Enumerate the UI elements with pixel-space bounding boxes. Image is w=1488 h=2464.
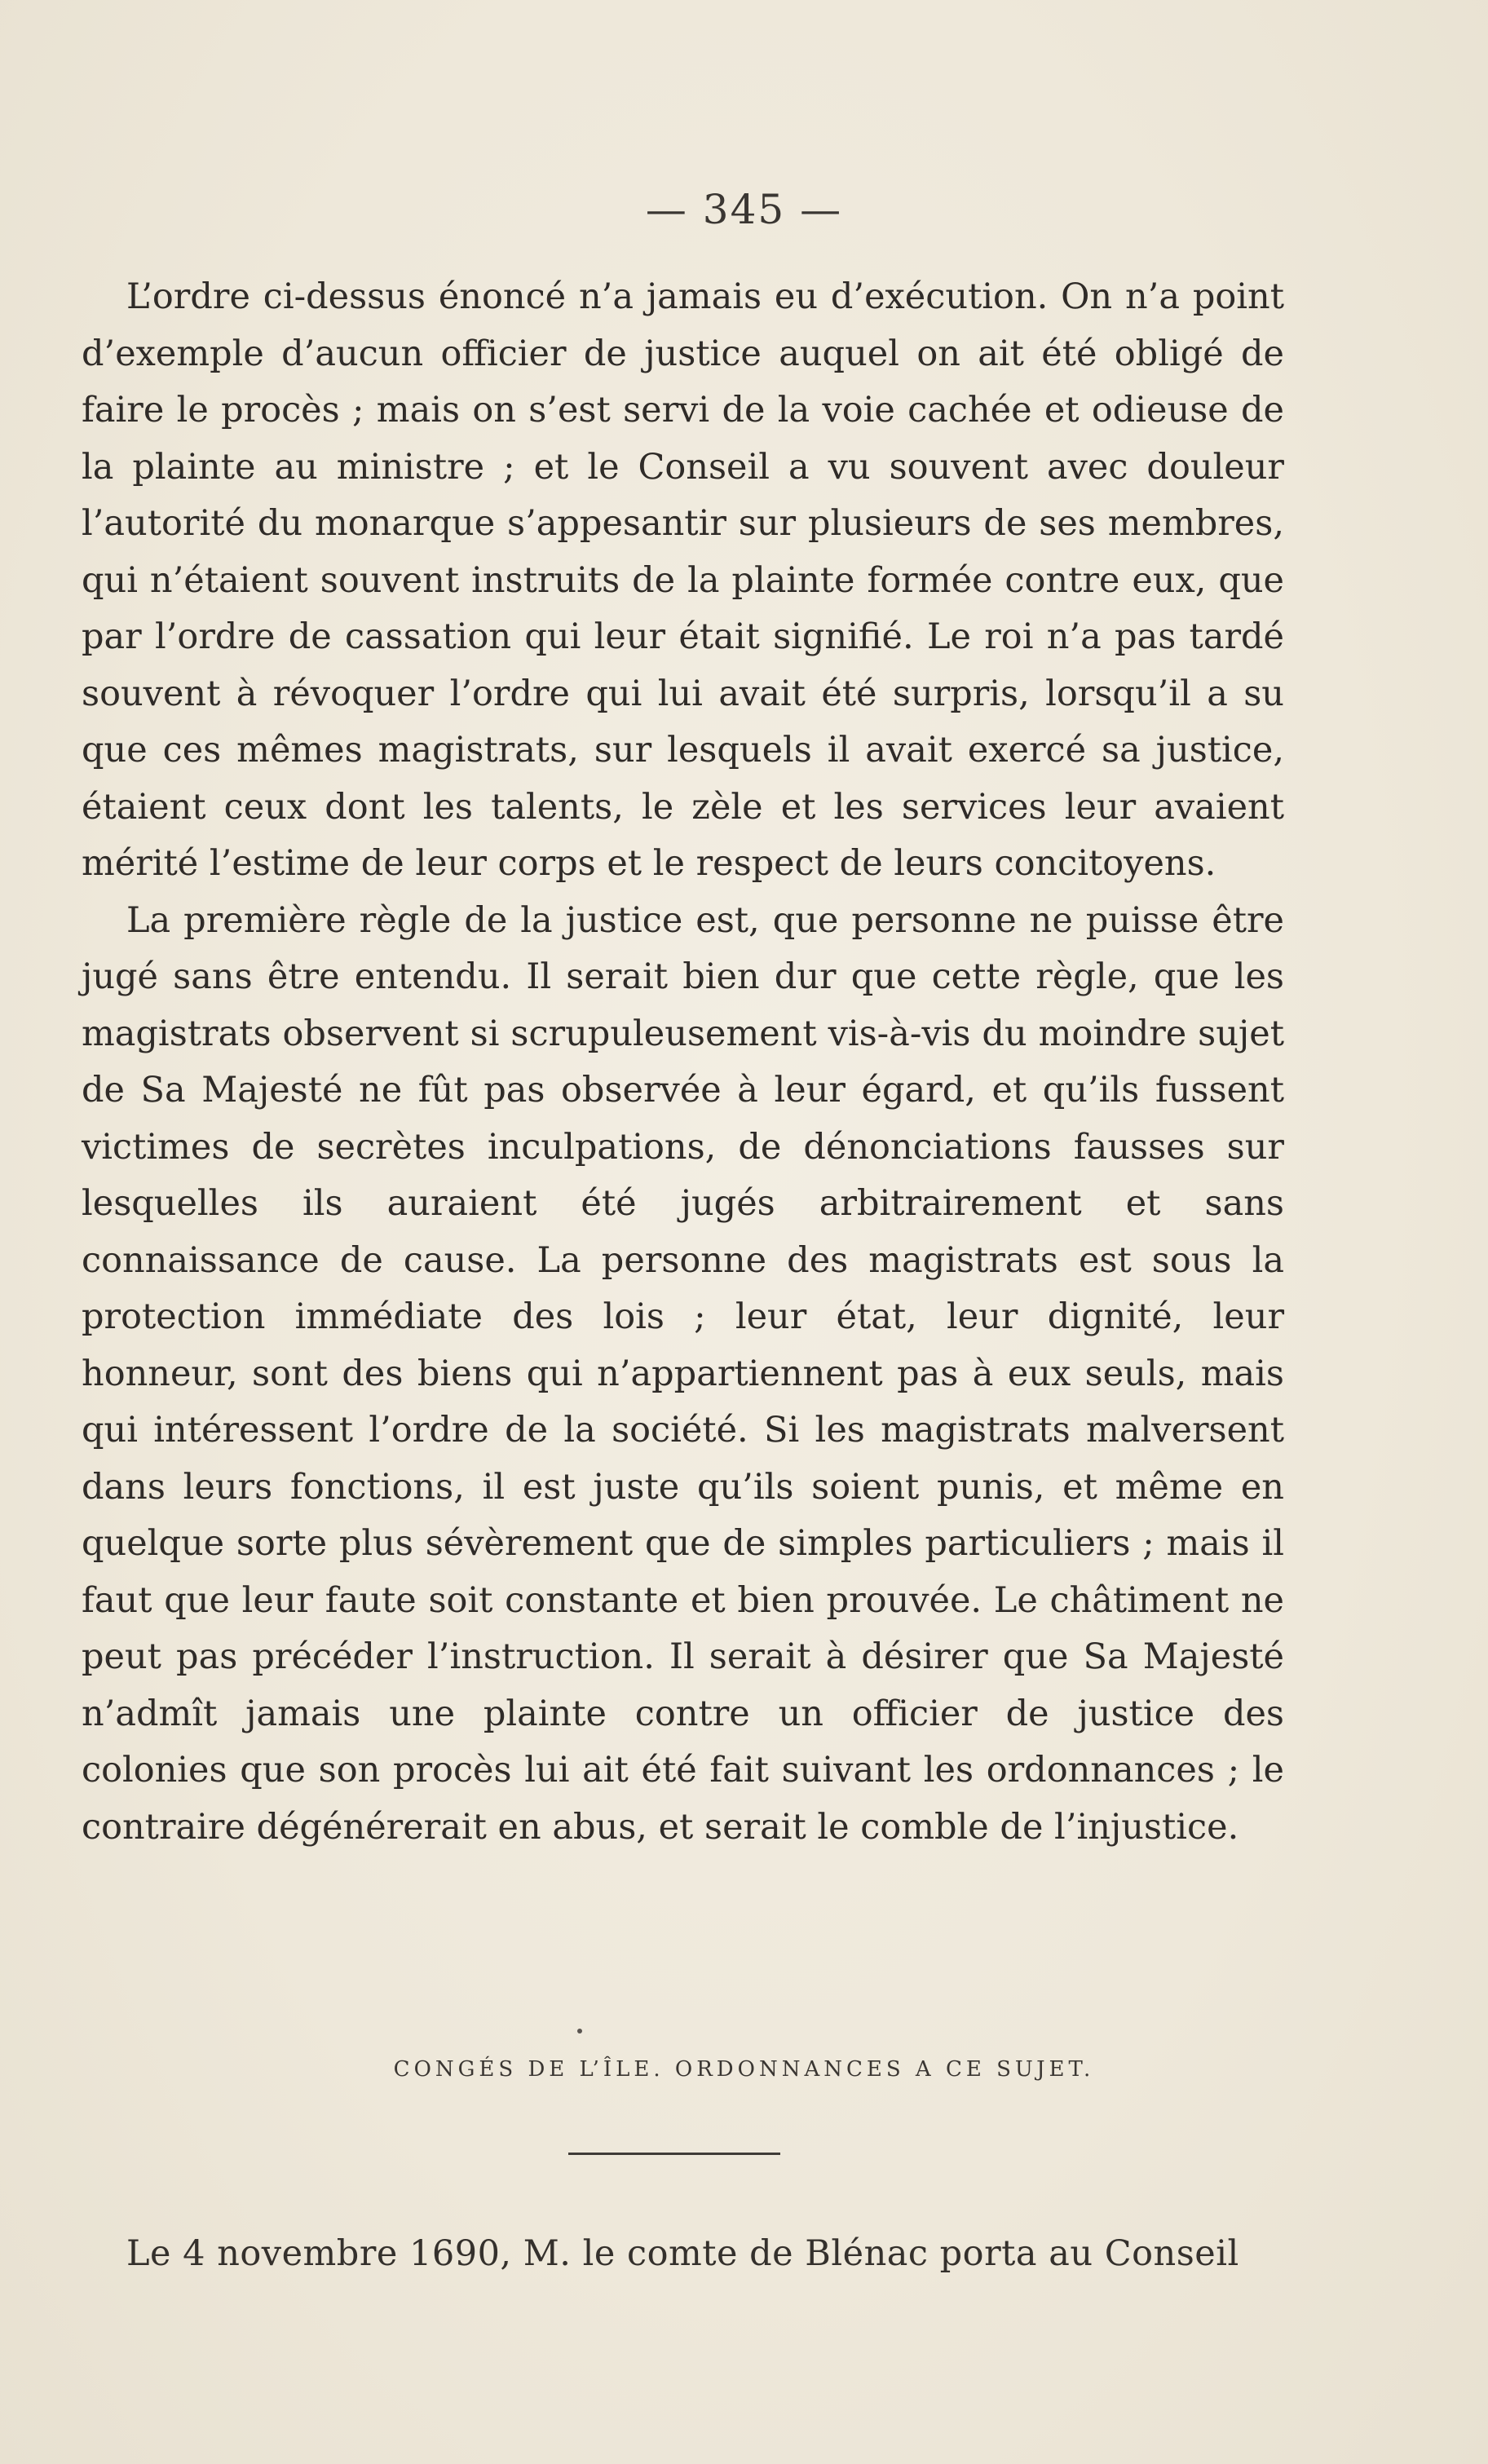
page-number: — 345 — [645,186,843,233]
body-text [82,269,1284,1856]
section-divider [568,2153,780,2155]
next-paragraph-start: Le 4 novembre 1690, M. le comte de Blénac porta au Conseil [126,2233,1239,2274]
section-heading: CONGÉS DE L’ÎLE. ORDONNANCES A CE SUJET. [393,2057,1095,2082]
ornament-dot [577,2029,582,2033]
paragraph-1: L’ordre ci-dessus énoncé n’a jamais eu d’exécution. On n’a point d’exemple d’aucun officier de justice auquel on ait été obligé de faire le procès ; mais on s’est servi de la voie cachée et odieuse de la plainte au ministre ; et le Conseil a vu souvent avec douleur l’autorité du monarque s’appesantir sur plusieurs de ses membres, qui n’étaient souvent instruits de la plainte formée contre eux, que par l’ordre de cassation qui leur était signifié. Le roi n’a pas tardé souvent à révoquer l’ordre qui lui avait été surpris, lorsqu’il a su que ces mêmes magistrats, sur lesquels il avait exercé sa justice, étaient ceux dont les talents, le zèle et les services leur avaient mérité l’estime de leur corps et le respect de leurs concitoyens. [82,276,1284,884]
paragraph-2: La première règle de la justice est, que personne ne puisse être jugé sans être entendu. Il serait bien dur que cette règle, que les magistrats observent si scrupuleusement vis-à-vis du moindre sujet de Sa Majesté ne fût pas observée à leur égard, et qu’ils fussent victimes de secrètes inculpations, de dénonciations fausses sur lesquelles ils auraient été jugés arbitrairement et sans connaissance de cause. La personne des magistrats est sous la protection immédiate des lois ; leur état, leur dignité, leur honneur, sont des biens qui n’appartiennent pas à eux seuls, mais qui intéressent l’ordre de la société. Si les magistrats malversent dans leurs fonctions, il est juste qu’ils soient punis, et même en quelque sorte plus sévèrement que de simples particuliers ; mais il faut que leur faute soit constante et bien prouvée. Le châtiment ne peut pas précéder l’instruction. Il serait à désirer que Sa Majesté n’admît jamais une plainte contre un officier de justice des colonies que son procès lui ait été fait suivant les ordonnances ; le contraire dégénérerait en abus, et serait le comble de l’injustice. [82,899,1284,1848]
